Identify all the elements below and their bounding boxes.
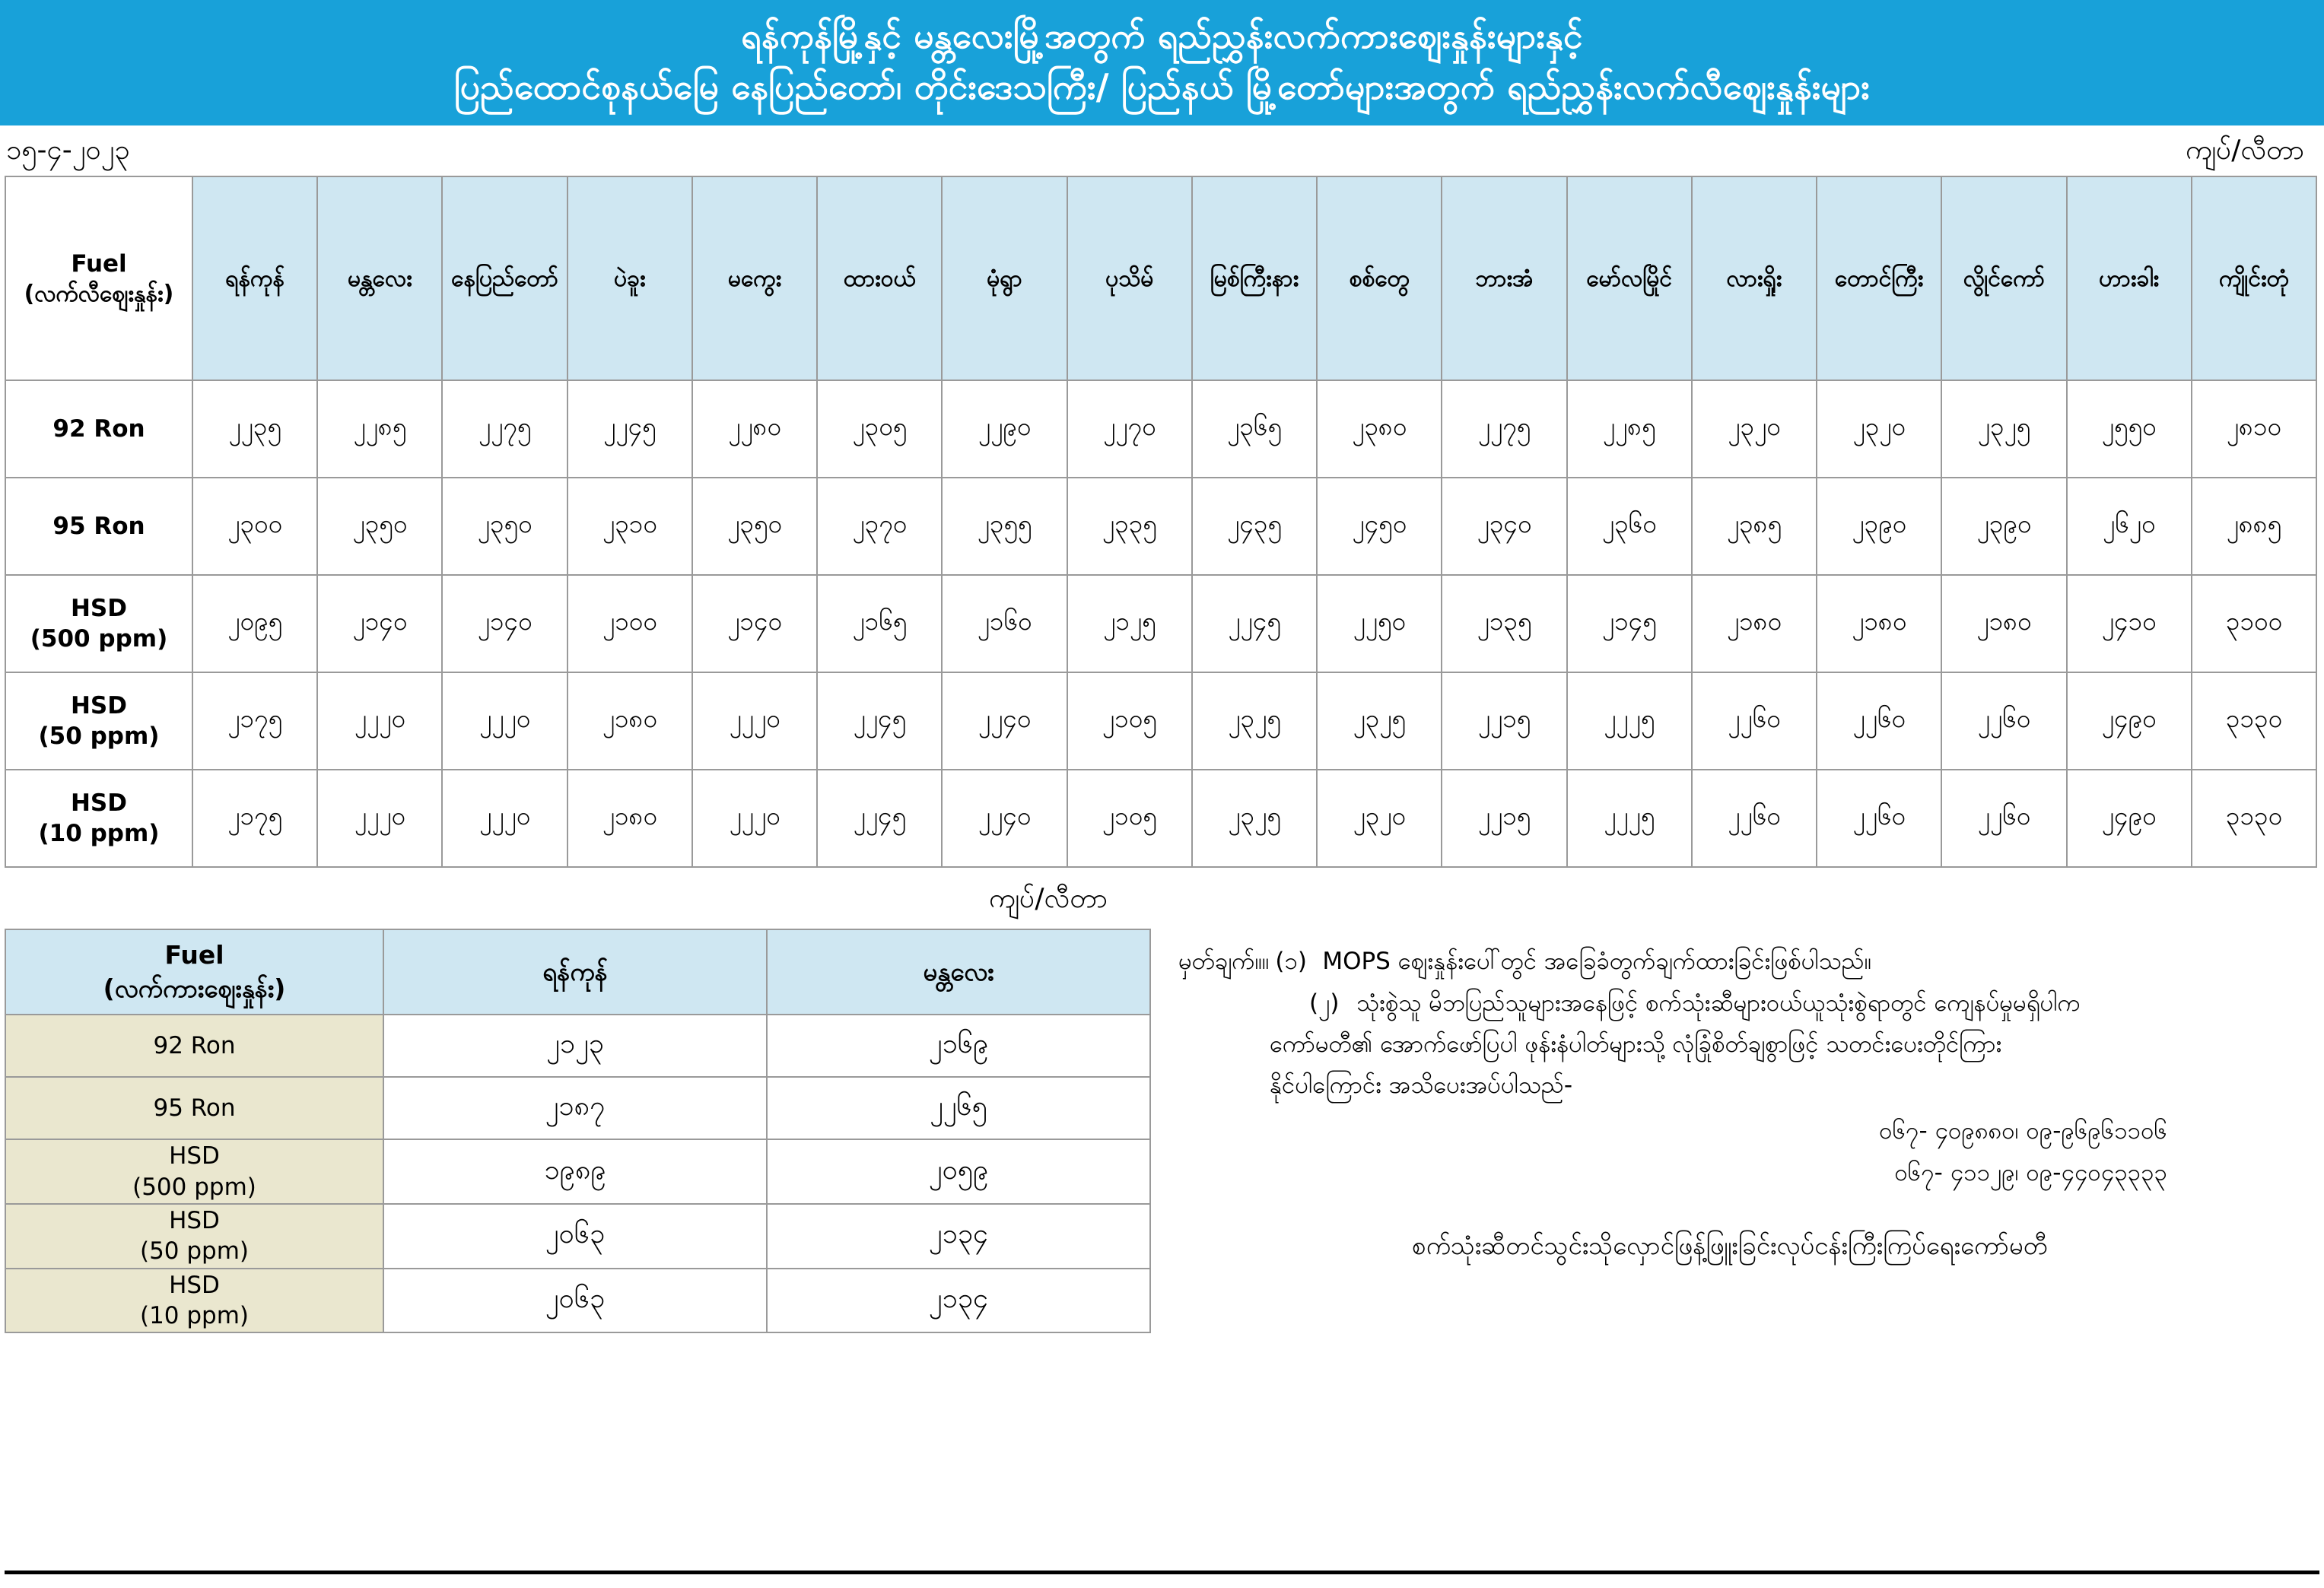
price-cell: ၂၃၀၀ <box>192 478 317 575</box>
price-cell: ၂၂၂၀ <box>692 672 817 770</box>
row-label <box>5 478 192 575</box>
price-cell: ၂၂၆၀ <box>1692 672 1817 770</box>
price-cell: ၂၁၂၃ <box>383 1015 767 1077</box>
column-header-city: ပုသိမ် <box>1067 176 1192 380</box>
price-cell: ၂၃၈၅ <box>1692 478 1817 575</box>
row-label-line-1: HSD <box>70 595 127 623</box>
price-cell: ၂၂၈၅ <box>317 380 442 478</box>
lower-section <box>0 929 2324 1333</box>
note-number: (၂) <box>1309 989 1340 1017</box>
price-cell: ၂၂၃၅ <box>192 380 317 478</box>
price-cell: ၂၂၆၀ <box>1941 672 2066 770</box>
column-header-city: မန္တလေး <box>767 929 1150 1015</box>
price-cell: ၂၂၆၀ <box>1692 770 1817 867</box>
price-cell: ၂၂၇၀ <box>1067 380 1192 478</box>
row-label-line-1: HSD <box>70 692 127 720</box>
page-title-line-1: ရန်ကုန်မြို့နှင့် မန္တလေးမြို့အတွက် ရည်ညွှန်းလက်ကားဈေးနှုန်းများနှင့် <box>741 15 1583 56</box>
column-header-city: ရန်ကုန် <box>192 176 317 380</box>
column-header-city: မန္တလေး <box>317 176 442 380</box>
price-cell: ၂၈၈၅ <box>2192 478 2316 575</box>
row-label-line-2: (50 ppm) <box>139 1237 250 1266</box>
price-cell: ၂၁၈၀ <box>567 770 692 867</box>
row-label-line-1: HSD <box>169 1206 220 1234</box>
price-cell: ၂၃၄၀ <box>1442 478 1566 575</box>
price-cell: ၂၂၆၅ <box>767 1077 1150 1139</box>
price-cell: ၂၂၁၅ <box>1442 770 1566 867</box>
note-continuation: နိုင်ပါကြောင်း အသိပေးအပ်ပါသည်- <box>1270 1072 1573 1100</box>
price-cell: ၂၃၈၀ <box>1317 380 1442 478</box>
price-cell: ၂၂၈၀ <box>692 380 817 478</box>
row-label-line-2: (500 ppm) <box>30 625 168 653</box>
price-cell: ၂၃၅၀ <box>317 478 442 575</box>
price-cell: ၂၄၉၀ <box>2067 672 2192 770</box>
price-cell: ၂၃၉၀ <box>1817 478 1941 575</box>
notes-lead-label: မှတ်ချက်။။ <box>1178 948 1270 976</box>
column-header-city: မုံရွာ <box>942 176 1067 380</box>
row-label-line-1: 92 Ron <box>52 415 145 443</box>
wholesale-price-table-head <box>5 929 1150 1015</box>
price-cell: ၂၃၆၀ <box>1567 478 1692 575</box>
fuel-header-line-1: Fuel <box>164 939 224 970</box>
price-cell: ၂၂၂၀ <box>317 672 442 770</box>
row-label <box>5 770 192 867</box>
price-cell: ၂၂၂၅ <box>1567 672 1692 770</box>
table-row <box>5 1204 1150 1269</box>
note-continuation: ကော်မတီ၏ အောက်ဖော်ပြပါ ဖုန်းနံပါတ်များသို့ လုံခြုံစိတ်ချစွာဖြင့် သတင်းပေးတိုင်ကြား <box>1270 1030 2002 1058</box>
wholesale-price-table <box>5 929 1151 1333</box>
price-cell: ၂၂၂၀ <box>317 770 442 867</box>
column-header-city: လားရှိုး <box>1692 176 1817 380</box>
price-cell: ၂၂၇၅ <box>1442 380 1566 478</box>
price-cell: ၂၃၅၅ <box>942 478 1067 575</box>
row-label <box>5 1139 383 1204</box>
price-cell: ၂၁၈၀ <box>1817 575 1941 672</box>
price-cell: ၂၂၂၅ <box>1567 770 1692 867</box>
price-cell: ၂၁၀၀ <box>567 575 692 672</box>
price-cell: ၂၃၂၅ <box>1192 770 1317 867</box>
row-label <box>5 380 192 478</box>
city-price-table-body <box>5 380 2316 867</box>
price-cell: ၂၀၉၅ <box>192 575 317 672</box>
wholesale-price-table-body <box>5 1015 1150 1332</box>
column-header-city: ရန်ကုန် <box>383 929 767 1015</box>
price-cell: ၂၁၈၀ <box>1941 575 2066 672</box>
price-cell: ၂၈၁၀ <box>2192 380 2316 478</box>
price-cell: ၂၁၄၅ <box>1567 575 1692 672</box>
table-row <box>5 575 2316 672</box>
column-header-city: ဟားခါး <box>2067 176 2192 380</box>
row-label-line-1: HSD <box>70 789 127 818</box>
column-header-city: မကွေး <box>692 176 817 380</box>
price-cell: ၂၀၆၃ <box>383 1204 767 1269</box>
price-cell: ၂၃၂၀ <box>1317 770 1442 867</box>
note-text: MOPS ဈေးနှုန်းပေါ်တွင် အခြေခံတွက်ချက်ထားခြင်းဖြစ်ပါသည်။ <box>1322 948 1872 976</box>
date-label: ၁၅-၄-၂၀၂၃ <box>6 135 130 167</box>
table-row <box>5 1269 1150 1333</box>
price-cell: ၂၁၂၅ <box>1067 575 1192 672</box>
price-cell: ၂၃၅၀ <box>442 478 567 575</box>
price-cell: ၃၁၃၀ <box>2192 770 2316 867</box>
bottom-divider <box>5 1571 2319 1574</box>
price-cell: ၂၃၂၅ <box>1941 380 2066 478</box>
column-header-city: ထားဝယ် <box>817 176 942 380</box>
row-label <box>5 1269 383 1333</box>
column-header-city: နေပြည်တော် <box>442 176 567 380</box>
price-cell: ၂၁၄၀ <box>442 575 567 672</box>
table-row <box>5 770 2316 867</box>
price-cell: ၂၂၂၀ <box>442 672 567 770</box>
row-label-line-2: (50 ppm) <box>38 723 160 751</box>
note-item <box>1178 983 2312 1024</box>
table-header-row <box>5 176 2316 380</box>
price-cell: ၂၂၅၀ <box>1317 575 1442 672</box>
price-cell: ၂၃၂၀ <box>1692 380 1817 478</box>
row-label <box>5 1077 383 1139</box>
unit-label-top: ကျပ်/လီတာ <box>2185 135 2304 167</box>
row-label <box>5 1204 383 1269</box>
row-label-line-2: (10 ppm) <box>139 1301 250 1329</box>
price-cell: ၂၂၈၅ <box>1567 380 1692 478</box>
price-cell: ၂၃၅၀ <box>692 478 817 575</box>
price-cell: ၂၀၅၉ <box>767 1139 1150 1204</box>
price-cell: ၂၄၃၅ <box>1192 478 1317 575</box>
price-cell: ၂၀၆၃ <box>383 1269 767 1333</box>
city-price-table <box>5 176 2317 868</box>
note-number: (၁) <box>1275 948 1307 976</box>
price-cell: ၂၁၇၅ <box>192 770 317 867</box>
fuel-header-line-2: (လက်လီဈေးနှုန်း) <box>24 281 174 308</box>
phone-line: ၀၆၇- ၄၁၁၂၉၊ ၀၉-၄၄၀၄၃၃၃၃ <box>1894 1158 2167 1186</box>
price-cell: ၂၁၄၀ <box>692 575 817 672</box>
row-label <box>5 672 192 770</box>
contact-phones <box>1178 1110 2312 1193</box>
column-header-city: လွိုင်ကော် <box>1941 176 2066 380</box>
price-cell: ၂၂၄၀ <box>942 672 1067 770</box>
row-label-line-1: 95 Ron <box>153 1094 236 1123</box>
price-cell: ၂၁၆၉ <box>767 1015 1150 1077</box>
price-cell: ၂၂၄၀ <box>942 770 1067 867</box>
price-cell: ၂၅၅၀ <box>2067 380 2192 478</box>
price-cell: ၂၁၀၅ <box>1067 672 1192 770</box>
column-header-city: စစ်တွေ <box>1317 176 1442 380</box>
price-cell: ၂၂၄၅ <box>567 380 692 478</box>
row-label <box>5 575 192 672</box>
price-cell: ၂၆၂၀ <box>2067 478 2192 575</box>
table-row <box>5 478 2316 575</box>
price-cell: ၂၂၉၀ <box>942 380 1067 478</box>
price-cell: ၂၁၆၅ <box>817 575 942 672</box>
price-cell: ၂၂၆၀ <box>1817 672 1941 770</box>
row-label-line-1: HSD <box>169 1142 220 1170</box>
price-cell: ၂၃၁၀ <box>567 478 692 575</box>
price-cell: ၂၁၈၇ <box>383 1077 767 1139</box>
row-label-line-2: (500 ppm) <box>132 1173 256 1201</box>
price-cell: ၂၂၆၀ <box>1817 770 1941 867</box>
column-header-city: ဘားအံ <box>1442 176 1566 380</box>
price-cell: ၂၄၉၀ <box>2067 770 2192 867</box>
price-cell: ၂၂၄၅ <box>817 672 942 770</box>
table-row <box>5 1077 1150 1139</box>
price-cell: ၂၂၄၅ <box>817 770 942 867</box>
price-cell: ၁၉၈၉ <box>383 1139 767 1204</box>
table-header-row <box>5 929 1150 1015</box>
column-header-city: မော်လမြိုင် <box>1567 176 1692 380</box>
note-text: သုံးစွဲသူ မိဘပြည်သူများအနေဖြင့် စက်သုံးဆီများဝယ်ယူသုံးစွဲရာတွင် ကျေနပ်မှုမရှိပါက <box>1356 989 2081 1017</box>
column-header-fuel <box>5 176 192 380</box>
row-label <box>5 1015 383 1077</box>
price-cell: ၂၃၀၅ <box>817 380 942 478</box>
price-cell: ၂၁၀၅ <box>1067 770 1192 867</box>
unit-label-mid: ကျပ်/လီတာ <box>989 883 1108 915</box>
table-row <box>5 1015 1150 1077</box>
price-cell: ၂၁၃၅ <box>1442 575 1566 672</box>
column-header-city: တောင်ကြီး <box>1817 176 1941 380</box>
price-cell: ၃၁၃၀ <box>2192 672 2316 770</box>
page-title-line-2: ပြည်ထောင်စုနယ်မြေ နေပြည်တော်၊ တိုင်းဒေသကြီး/ ပြည်နယ် မြို့တော်များအတွက် ရည်ညွှန်းလက်လီဈေးနှုန်းများ <box>453 65 1871 107</box>
price-cell: ၂၂၆၀ <box>1941 770 2066 867</box>
price-cell: ၂၂၂၀ <box>442 770 567 867</box>
price-cell: ၂၂၄၅ <box>1192 575 1317 672</box>
price-cell: ၂၃၂၅ <box>1192 672 1317 770</box>
fuel-header-line-2: (လက်ကားဈေးနှုန်း) <box>103 973 286 1004</box>
table-row <box>5 672 2316 770</box>
price-cell: ၂၂၂၀ <box>692 770 817 867</box>
price-cell: ၂၃၆၅ <box>1192 380 1317 478</box>
row-label-line-1: 92 Ron <box>153 1032 236 1060</box>
price-cell: ၂၁၃၄ <box>767 1269 1150 1333</box>
price-cell: ၃၁၀၀ <box>2192 575 2316 672</box>
fuel-header-line-1: Fuel <box>71 249 127 278</box>
column-header-city: ကျိုင်းတုံ <box>2192 176 2316 380</box>
column-header-fuel <box>5 929 383 1015</box>
row-label-line-1: HSD <box>169 1271 220 1299</box>
price-cell: ၂၃၃၅ <box>1067 478 1192 575</box>
table-row <box>5 1139 1150 1204</box>
column-header-city: မြစ်ကြီးနား <box>1192 176 1317 380</box>
notes-section <box>1151 929 2319 1267</box>
row-label-line-1: 95 Ron <box>52 513 145 541</box>
price-cell: ၂၂၇၅ <box>442 380 567 478</box>
phone-line: ၀၆၇- ၄၀၉၈၈၀၊ ၀၉-၉၆၉၆၁၁၀၆ <box>1879 1117 2167 1145</box>
issuing-organization: စက်သုံးဆီတင်သွင်းသိုလှောင်ဖြန့်ဖြူးခြင်းလုပ်ငန်းကြီးကြပ်ရေးကော်မတီ <box>1412 1230 2048 1260</box>
price-cell: ၂၁၄၀ <box>317 575 442 672</box>
price-cell: ၂၃၂၀ <box>1817 380 1941 478</box>
note-item <box>1178 941 2312 982</box>
price-cell: ၂၄၅၀ <box>1317 478 1442 575</box>
price-cell: ၂၂၁၅ <box>1442 672 1566 770</box>
price-cell: ၂၃၉၀ <box>1941 478 2066 575</box>
row-label-line-2: (10 ppm) <box>38 820 160 848</box>
meta-row <box>0 125 2324 176</box>
price-cell: ၂၁၇၅ <box>192 672 317 770</box>
table-row <box>5 380 2316 478</box>
price-cell: ၂၃၇၀ <box>817 478 942 575</box>
price-cell: ၂၃၂၅ <box>1317 672 1442 770</box>
price-cell: ၂၁၈၀ <box>1692 575 1817 672</box>
price-cell: ၂၄၁၀ <box>2067 575 2192 672</box>
price-cell: ၂၁၆၀ <box>942 575 1067 672</box>
price-cell: ၂၁၃၄ <box>767 1204 1150 1269</box>
city-price-table-head <box>5 176 2316 380</box>
page-title-banner <box>0 0 2324 125</box>
column-header-city: ပဲခူး <box>567 176 692 380</box>
price-cell: ၂၁၈၀ <box>567 672 692 770</box>
